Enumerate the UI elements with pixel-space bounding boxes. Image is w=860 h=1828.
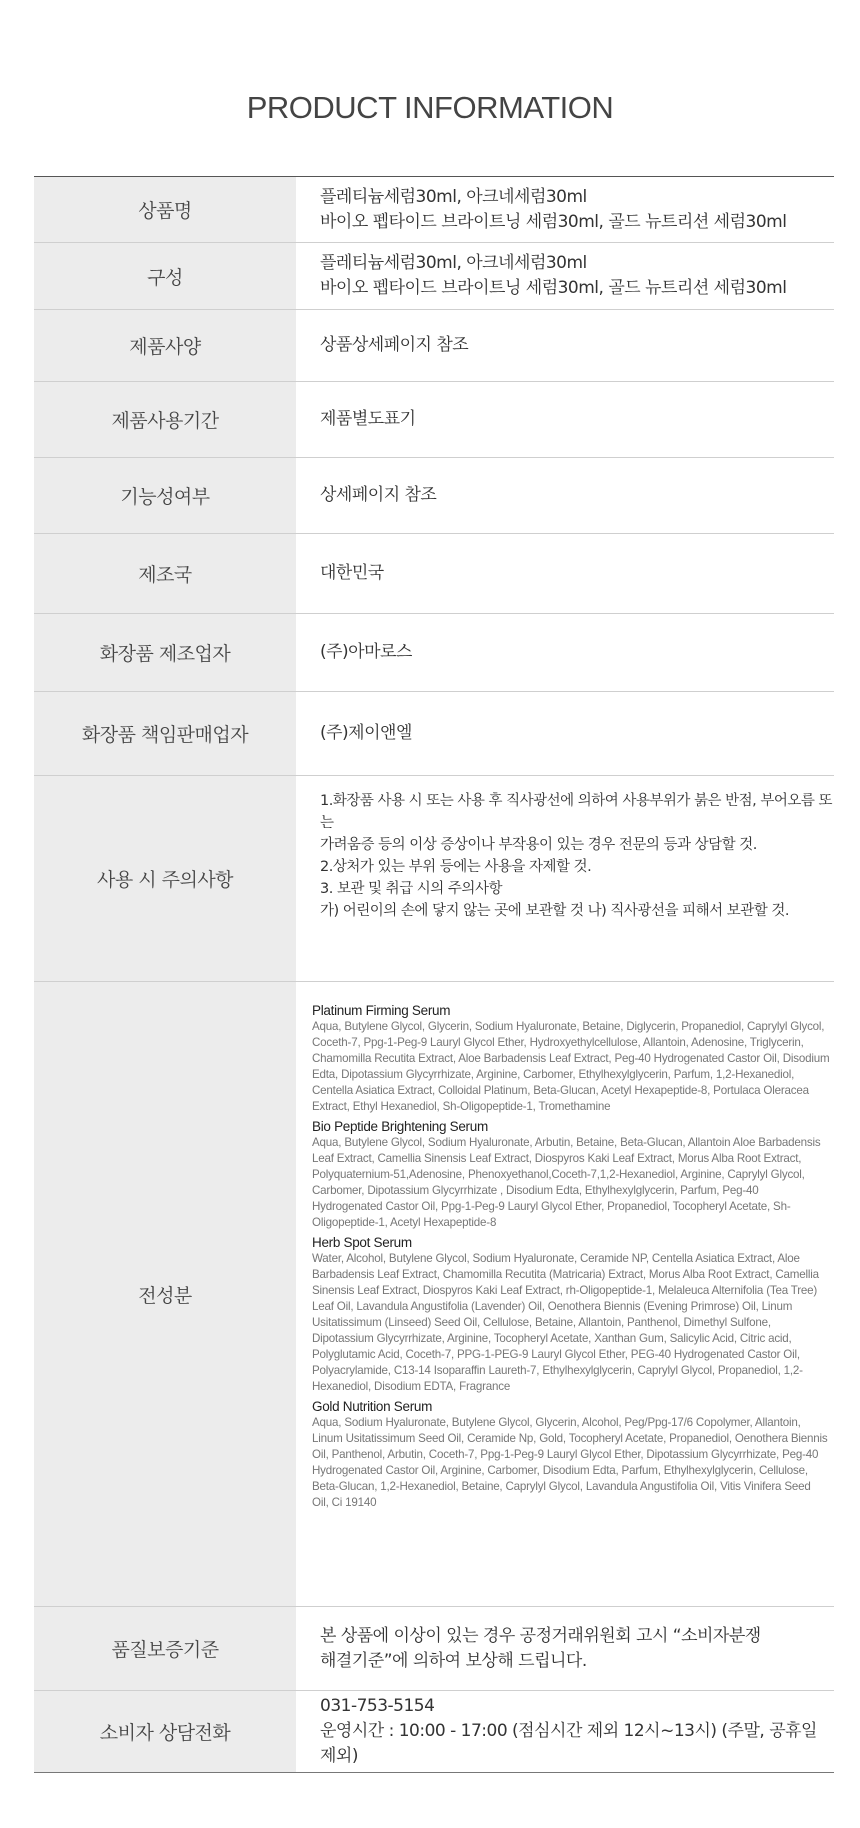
ingredient-list: Aqua, Butylene Glycol, Glycerin, Sodium Hyaluronate, Betaine, Diglycerin, Propanediol, Caprylyl Glycol, Coceth-7, Ppg-1-Peg-9 Lauryl Glycol Ether, Hydroxyethylcellulose, Allantoin, Adenosine, Triglycerin, Chamomilla Recutita Extract, Aloe Barbadensis Leaf Extract, Peg-40 Hydrogenated Castor Oil, Disodium Edta, Dipotassium Glycyrrhizate, Arginine, Carbomer, Ethylhexylglycerin, Parfum, 1,2-Hexanediol, Centella Asiatica Extract, Colloidal Platinum, Beta-Glucan, Acetyl Hexapeptide-8, Portulaca Oleracea Extract, Ethyl Hexanediol, Sh-Oligopeptide-1, Tromethamine bbox=[312, 1020, 830, 1113]
row-value bbox=[296, 243, 834, 309]
row-label: 화장품 책임판매업자 bbox=[34, 692, 296, 775]
table-row-customer-phone bbox=[34, 1691, 834, 1773]
row-value bbox=[296, 534, 834, 613]
value-line: 가려움증 등의 이상 증상이나 부작용이 있는 경우 전문의 등과 상담할 것. bbox=[320, 837, 757, 853]
table-row-product-name bbox=[34, 177, 834, 243]
row-label: 제품사용기간 bbox=[34, 382, 296, 457]
row-label: 상품명 bbox=[34, 177, 296, 242]
ingredient-product-name: Bio Peptide Brightening Serum bbox=[312, 1119, 488, 1134]
row-value bbox=[296, 458, 834, 533]
table-row-composition bbox=[34, 243, 834, 310]
ingredient-list: Aqua, Sodium Hyaluronate, Butylene Glycol, Glycerin, Alcohol, Peg/Ppg-17/6 Copolymer, Allantoin, Linum Usitatissimum Seed Oil, Ceramide Np, Gold, Tocopheryl Acetate, Propanediol, Oenothera Biennis Oil, Panthenol, Arbutin, Coceth-7, Ppg-1-Peg-9 Lauryl Glycol Ether, Dipotassium Glycyrrhizate, Peg-40 Hydrogenated Castor Oil, Arginine, Carbomer, Disodium Edta, Parfum, Ethylhexylglycerin, Cellulose, Beta-Glucan, 1,2-Hexanediol, Betaine, Caprylyl Glycol, Lavandula Angustifolia Oil, Vitis Vinifera Seed Oil, Ci 19140 bbox=[312, 1416, 828, 1509]
value-line: 바이오 펩타이드 브라이트닝 세럼30ml, 골드 뉴트리션 세럼30ml bbox=[320, 278, 787, 298]
value-line: 1.화장품 사용 시 또는 사용 후 직사광선에 의하여 사용부위가 붉은 반점, 부어오름 또는 bbox=[320, 793, 832, 831]
table-row-quality-assurance bbox=[34, 1607, 834, 1691]
table-row-usage-period bbox=[34, 382, 834, 458]
ingredient-product-name: Herb Spot Serum bbox=[312, 1235, 412, 1250]
row-label: 전성분 bbox=[34, 982, 296, 1606]
row-value bbox=[296, 382, 834, 457]
row-label: 구성 bbox=[34, 243, 296, 309]
row-value bbox=[296, 177, 834, 242]
table-row-ingredients bbox=[34, 982, 834, 1607]
table-row-manufacturer bbox=[34, 614, 834, 692]
table-row-country bbox=[34, 534, 834, 614]
value-line: 본 상품에 이상이 있는 경우 공정거래위원회 고시 “소비자분쟁 bbox=[320, 1625, 761, 1646]
row-label: 소비자 상담전화 bbox=[34, 1691, 296, 1772]
value-line: (주)제이앤엘 bbox=[320, 723, 412, 743]
value-line: 상세페이지 참조 bbox=[320, 485, 437, 505]
value-line: 2.상처가 있는 부위 등에는 사용을 자제할 것. bbox=[320, 859, 592, 875]
value-line: 해결기준”에 의하여 보상해 드립니다. bbox=[320, 1650, 587, 1671]
value-line: 대한민국 bbox=[320, 563, 384, 583]
value-line: 플레티늄세럼30ml, 아크네세럼30ml bbox=[320, 253, 587, 273]
table-row-caution bbox=[34, 776, 834, 982]
row-label: 제품사양 bbox=[34, 310, 296, 381]
value-line: (주)아마로스 bbox=[320, 642, 412, 662]
product-info-table bbox=[34, 176, 834, 1773]
ingredient-product-name: Platinum Firming Serum bbox=[312, 1003, 451, 1018]
phone-number[interactable]: 031-753-5154 bbox=[320, 1696, 435, 1716]
row-value bbox=[296, 982, 834, 1606]
row-value bbox=[296, 614, 834, 691]
value-line: 제품별도표기 bbox=[320, 409, 416, 429]
row-value bbox=[296, 1607, 834, 1690]
row-value bbox=[296, 1691, 834, 1772]
page-title: PRODUCT INFORMATION bbox=[246, 90, 614, 125]
row-value bbox=[296, 692, 834, 775]
row-label: 사용 시 주의사항 bbox=[34, 776, 296, 981]
table-row-functional bbox=[34, 458, 834, 534]
value-line: 3. 보관 및 취급 시의 주의사항 bbox=[320, 881, 502, 897]
table-row-spec bbox=[34, 310, 834, 382]
ingredient-list: Aqua, Butylene Glycol, Sodium Hyaluronate, Arbutin, Betaine, Beta-Glucan, Allantoin Aloe Barbadensis Leaf Extract, Camellia Sinensis Leaf Extract, Diospyros Kaki Leaf Extract, Morus Alba Root Extract, Polyquaternium-51,Adenosine, Phenoxyethanol,Coceth-7,1,2-Hexanediol, Arginine, Caprylyl Glycol, Carbomer, Dipotassium Glycyrrhizate , Disodium Edta, Ethylhexylglycerin, Parfum, Peg-40 Hydrogenated Castor Oil, Ppg-1-Peg-9 Lauryl Glycol Ether, Propanediol, Tocopheryl Acetate, Sh-Oligopeptide-1, Acetyl Hexapeptide-8 bbox=[312, 1136, 821, 1229]
ingredient-list: Water, Alcohol, Butylene Glycol, Sodium Hyaluronate, Ceramide NP, Centella Asiatica Extract, Aloe Barbadensis Leaf Extract, Chamomilla Recutita (Matricaria) Extract, Morus Alba Root Extract, Camellia Sinensis Leaf Extract, Diospyros Kaki Leaf Extract, rh-Oligopeptide-1, Melaleuca Alternifolia (Tea Tree) Leaf Oil, Lavandula Angustifolia (Lavender) Oil, Oenothera Biennis (Evening Primrose) Oil, Linum Usitatissimum (Linseed) Seed Oil, Cellulose, Betaine, Allantoin, Panthenol, Dimethyl Sulfone, Dipotassium Glycyrrhizate, Arginine, Tocopheryl Acetate, Xanthan Gum, Salicylic Acid, Citric acid, Polyglutamic Acid, Coceth-7, PPG-1-PEG-9 Lauryl Glycol Ether, PEG-40 Hydrogenated Castor Oil, Polyacrylamide, C13-14 Isoparaffin Laureth-7, Ethylhexylglycerin, Caprylyl Glycol, Propanediol, 1,2-Hexanediol, Disodium EDTA, Fragrance bbox=[312, 1252, 819, 1393]
value-line: 바이오 펩타이드 브라이트닝 세럼30ml, 골드 뉴트리션 세럼30ml bbox=[320, 211, 787, 232]
row-value bbox=[296, 310, 834, 381]
operating-hours: 운영시간 : 10:00 - 17:00 (점심시간 제외 12시~13시) (주말, 공휴일 제외) bbox=[320, 1721, 817, 1766]
ingredient-product-name: Gold Nutrition Serum bbox=[312, 1399, 433, 1414]
row-label: 제조국 bbox=[34, 534, 296, 613]
value-line: 가) 어린이의 손에 닿지 않는 곳에 보관할 것 나) 직사광선을 피해서 보관할 것. bbox=[320, 903, 789, 919]
value-line: 플레티늄세럼30ml, 아크네세럼30ml bbox=[320, 186, 587, 207]
table-row-seller bbox=[34, 692, 834, 776]
value-line: 상품상세페이지 참조 bbox=[320, 335, 469, 355]
row-label: 품질보증기준 bbox=[34, 1607, 296, 1690]
row-value bbox=[296, 776, 834, 981]
row-label: 화장품 제조업자 bbox=[34, 614, 296, 691]
row-label: 기능성여부 bbox=[34, 458, 296, 533]
